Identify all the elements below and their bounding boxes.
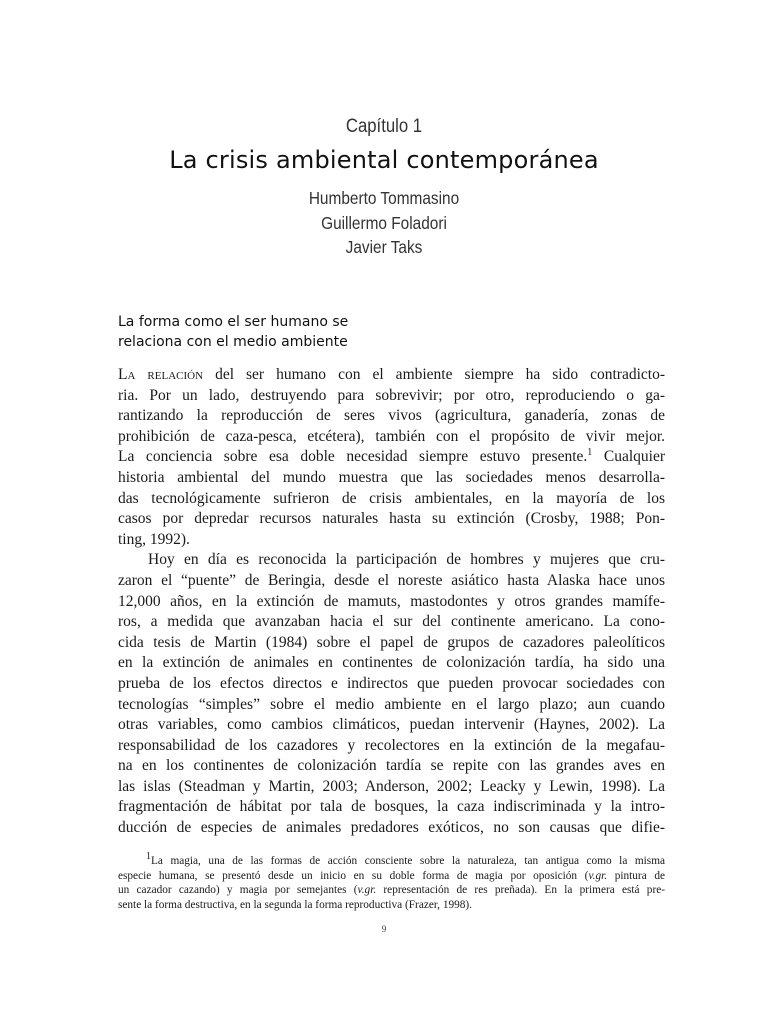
author-name: Guillermo Foladori <box>321 212 447 233</box>
line-text: La magia, una de las formas de acción consciente sobre la naturaleza, tan antigua como la misma <box>151 855 665 867</box>
footnote-line <box>118 851 665 869</box>
footnote-mark: 1 <box>146 851 151 863</box>
footnote-line <box>118 883 665 898</box>
line-text: La conciencia sobre esa doble necesidad siempre estuvo presente. <box>118 448 588 466</box>
italic-abbrev: v.gr. <box>588 869 608 882</box>
footnote-line <box>118 869 665 884</box>
chapter-label: Capítulo 1 <box>345 116 423 137</box>
paragraph-line: das tecnológicamente sufrieron de crisis ambientales, en la mayoría de los <box>118 489 665 507</box>
paragraph-line: fragmentación de hábitat por tala de bosques, la caza indiscriminada y la intro- <box>118 798 665 816</box>
body-text <box>118 365 665 839</box>
footnote-line: sente la forma destructiva, en la segunda la forma reproductiva (Frazer, 1998). <box>118 898 472 911</box>
footnote-reference[interactable]: 1 <box>587 447 593 459</box>
paragraph-line: rantizando la reproducción de seres vivos (agricultura, ganadería, zonas de <box>118 407 665 425</box>
paragraph-line: casos por depredar recursos naturales hasta su extinción (Crosby, 1988; Pon- <box>118 510 665 528</box>
paragraph-line: 12,000 años, en la extinción de mamuts, mastodontes y otros grandes mamífe- <box>118 592 665 610</box>
paragraph-line: prueba de los efectos directos e indirectos que pueden provocar sociedades con <box>118 674 665 692</box>
section-heading <box>118 312 418 352</box>
paragraph-line: ros, a medida que avanzaban hacia el sur del continente americano. La cono- <box>118 613 665 631</box>
section-heading-line: relaciona con el medio ambiente <box>118 334 348 350</box>
paragraph-line: Hoy en día es reconocida la participación de hombres y mujeres que cru- <box>148 551 665 569</box>
line-text: un cazador cazando) y magia por semejantes ( <box>118 884 358 897</box>
paragraph-line <box>118 365 665 386</box>
footnote <box>118 851 665 912</box>
author-list <box>0 186 768 260</box>
paragraph-line <box>118 447 665 468</box>
paragraph-line: historia ambiental del mundo muestra que las sociedades menos desarrolla- <box>118 468 665 486</box>
chapter-title: La crisis ambiental contemporánea <box>169 146 599 174</box>
paragraph-line: responsabilidad de los cazadores y recolectores en la extinción de la megafau- <box>118 736 665 754</box>
paragraph-line: cida tesis de Martin (1984) sobre el papel de grupos de cazadores paleolíticos <box>118 633 665 651</box>
paragraph-line: prohibición de caza-pesca, etcétera), también con el propósito de vivir mejor. <box>118 427 665 445</box>
line-text: especie humana, se presentó desde un inicio en su doble forma de magia por oposición ( <box>118 869 589 882</box>
page-number: 9 <box>381 924 387 934</box>
paragraph-line: tecnologías “simples” sobre el medio ambiente en el largo plazo; aun cuando <box>118 695 665 713</box>
paragraph-line: otras variables, como cambios climáticos, puedan intervenir (Haynes, 2002). La <box>118 716 665 734</box>
paragraph-line: zaron el “puente” de Beringia, desde el noreste asiático hasta Alaska hace unos <box>118 571 665 589</box>
line-text: pintura de <box>607 869 665 882</box>
paragraph-line: ducción de especies de animales predadores exóticos, no son causas que difie- <box>118 819 665 837</box>
line-text: Cualquier <box>592 448 665 466</box>
author-name: Humberto Tommasino <box>308 188 460 208</box>
author-name: Javier Taks <box>345 237 423 257</box>
section-heading-line: La forma como el ser humano se <box>118 314 349 330</box>
line-text: del ser humano con el ambiente siempre ha sido contradicto- <box>203 366 665 383</box>
italic-abbrev: v.gr. <box>357 884 377 897</box>
paragraph-line: en la extinción de animales en continentes de colonización tardía, ha sido una <box>118 654 665 672</box>
paragraph-line: las islas (Steadman y Martin, 2003; Anderson, 2002; Leacky y Lewin, 1998). La <box>118 777 665 795</box>
paragraph-line: ting, 1992). <box>118 530 190 548</box>
paragraph-line: ria. Por un lado, destruyendo para sobrevivir; por otro, reproduciendo o ga- <box>118 386 665 404</box>
line-text: representación de res preñada). En la primera está pre- <box>376 884 665 897</box>
paragraph-line: na en los continentes de colonización tardía se repite con las grandes aves en <box>118 757 665 775</box>
lead-in-smallcaps: La relación <box>118 366 204 383</box>
